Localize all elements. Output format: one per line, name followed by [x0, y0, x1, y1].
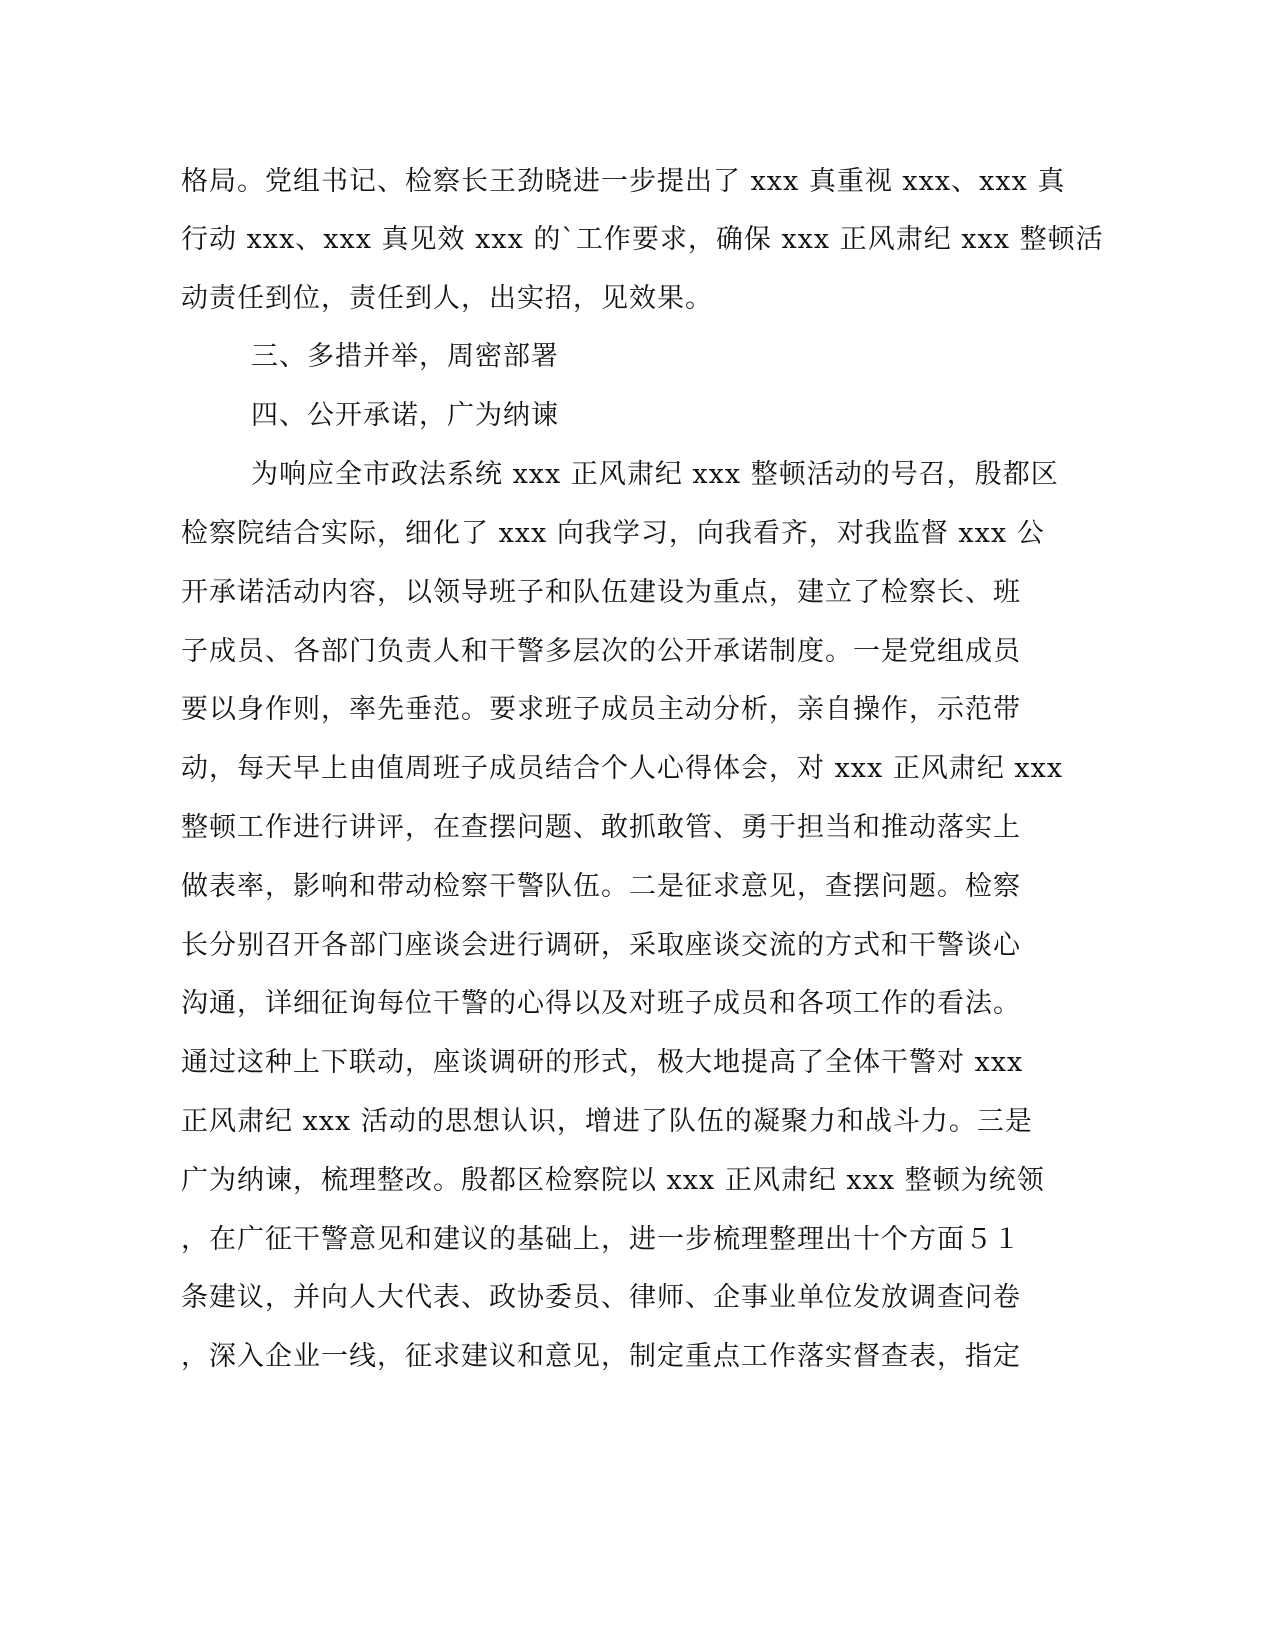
paragraph-line: 通过这种上下联动，座谈调研的形式，极大地提高了全体干警对 xxx [181, 1047, 1024, 1078]
paragraph-line: 正风肃纪 xxx 活动的思想认识，增进了队伍的凝聚力和战斗力。三是 [181, 1106, 1033, 1137]
paragraph-line: 条建议，并向人大代表、政协委员、律师、企事业单位发放调查问卷 [181, 1282, 1021, 1313]
paragraph-line: ，深入企业一线，征求建议和意见，制定重点工作落实督查表，指定 [181, 1341, 1021, 1372]
paragraph-line: 开承诺活动内容，以领导班子和队伍建设为重点，建立了检察长、班 [181, 577, 1021, 608]
paragraph-line: 沟通，详细征询每位干警的心得以及对班子成员和各项工作的看法。 [181, 988, 1021, 1019]
paragraph-line: 为响应全市政法系统 xxx 正风肃纪 xxx 整顿活动的号召，殷都区 [251, 459, 1059, 490]
paragraph-line: 检察院结合实际，细化了 xxx 向我学习，向我看齐，对我监督 xxx 公 [181, 518, 1045, 549]
paragraph-line: 动，每天早上由值周班子成员结合个人心得体会，对 xxx 正风肃纪 xxx [181, 753, 1064, 784]
paragraph-line: 动责任到位，责任到人，出实招，见效果。 [181, 283, 713, 314]
section-heading: 四、公开承诺，广为纳谏 [251, 400, 559, 431]
paragraph-line: 做表率，影响和带动检察干警队伍。二是征求意见，查摆问题。检察 [181, 871, 1021, 902]
section-heading: 三、多措并举，周密部署 [251, 341, 559, 372]
paragraph-line: 广为纳谏，梳理整改。殷都区检察院以 xxx 正风肃纪 xxx 整顿为统领 [181, 1165, 1045, 1196]
paragraph-line: ，在广征干警意见和建议的基础上，进一步梳理整理出十个方面５１ [181, 1224, 1021, 1255]
paragraph-line: 行动 xxx、xxx 真见效 xxx 的`工作要求，确保 xxx 正风肃纪 xxx 整顿活 [181, 224, 1104, 255]
paragraph-line: 子成员、各部门负责人和干警多层次的公开承诺制度。一是党组成员 [181, 636, 1021, 667]
paragraph-line: 长分别召开各部门座谈会进行调研，采取座谈交流的方式和干警谈心 [181, 930, 1021, 961]
paragraph-line: 格局。党组书记、检察长王劲晓进一步提出了 xxx 真重视 xxx、xxx 真 [181, 166, 1066, 197]
paragraph-line: 整顿工作进行讲评，在查摆问题、敢抓敢管、勇于担当和推动落实上 [181, 812, 1021, 843]
paragraph-line: 要以身作则，率先垂范。要求班子成员主动分析，亲自操作，示范带 [181, 694, 1021, 725]
